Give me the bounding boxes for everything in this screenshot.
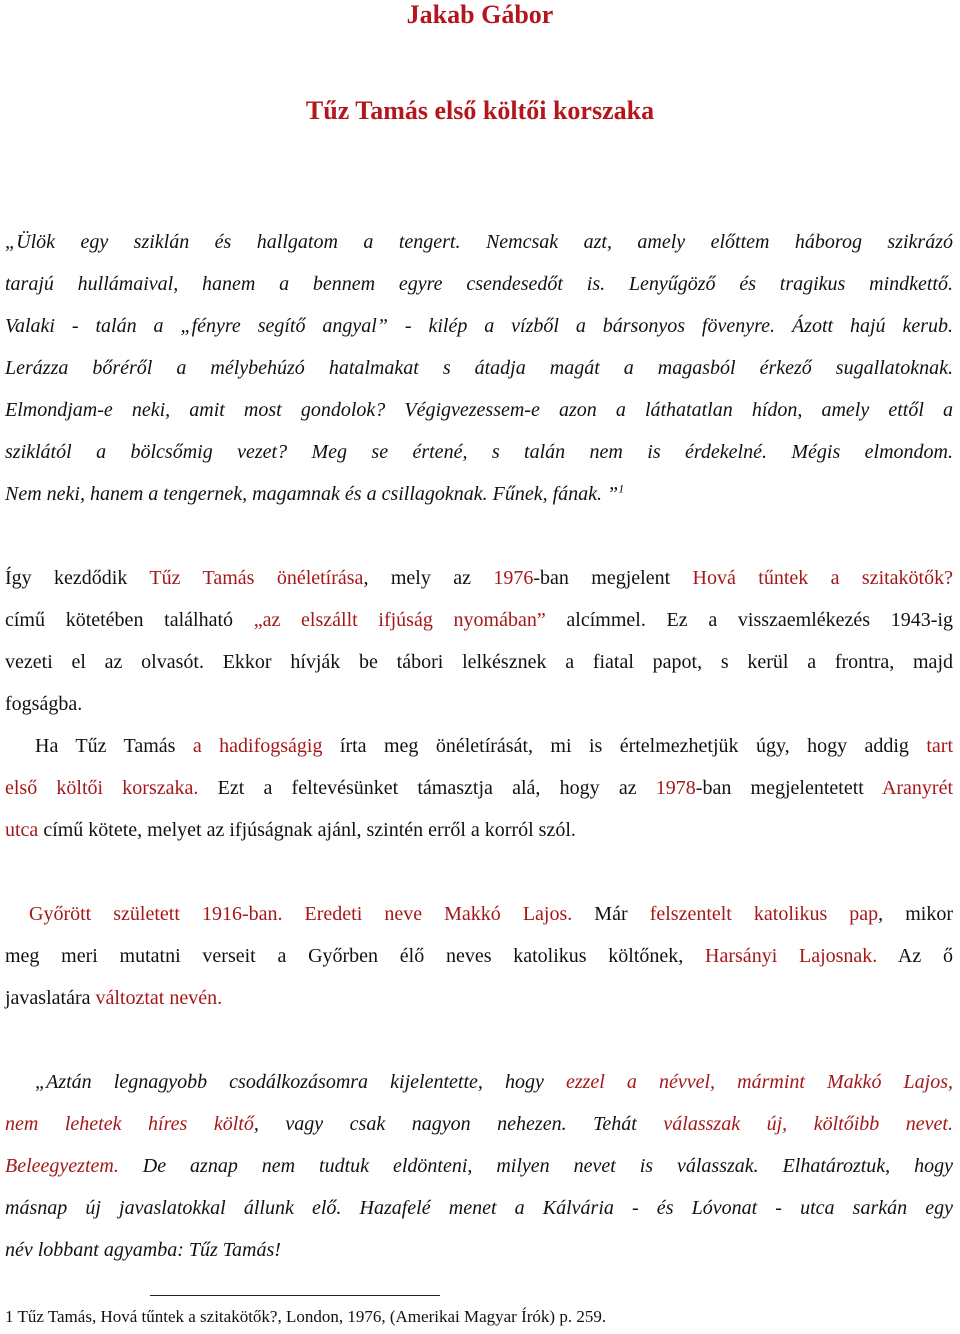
paragraph-line [5,893,953,935]
text-run: -ban megjelentetett [695,777,882,799]
paragraph-line: fogságba. [5,693,83,715]
quote-line: sziklától a bölcsőmig vezet? Meg se értené, s talán nem is érdekelné. Mégis elmondom. [5,441,953,463]
text-run: meg meri mutatni verseit a Győrben élő neves katolikus költőnek, [5,945,706,967]
highlight-run: 1976 [493,567,534,589]
text-run: Ezt a feltevésünket támasztja alá, hogy az [198,777,656,799]
highlight-run: Hová tűntek a szitakötők? [692,567,953,589]
text-run: javaslatára [5,987,96,1009]
highlight-run: Tűz Tamás önéletírása [149,567,364,589]
text-run: -ban megjelent [533,567,693,589]
document-title: Tűz Tamás első költői korszaka [305,96,655,125]
text-run: című kötete, melyet az ifjúságnak ajánl, szintén erről a korról szól. [38,819,576,841]
paragraph-line [5,809,953,851]
highlight-run: „az elszállt ifjúság nyomában” [253,609,546,631]
text-run: De aznap nem tudtuk eldönteni, milyen nevet is válasszak. Elhatároztuk, hogy [118,1155,953,1177]
footnote-divider [150,1295,440,1296]
text-run: Így kezdődik [5,567,150,589]
paragraph-line [5,935,953,977]
highlight-run: Beleegyeztem. [5,1155,119,1177]
highlight-run: változtat nevén. [95,987,223,1009]
paragraph-line: vezeti el az olvasót. Ekkor hívják be tábori lelkésznek a fiatal papot, s kerül a frontra, majd [5,651,953,673]
highlight-run: felszentelt katolikus pap [649,903,879,925]
biography-paragraph [5,893,953,1019]
opening-quote-paragraph [5,221,953,515]
text-run: , mikor [878,903,953,925]
paragraph-line [5,599,953,641]
highlight-run: 1978 [655,777,696,799]
quote-line [5,1145,953,1187]
naming-quote-paragraph [5,1061,953,1271]
quote-line [5,1061,953,1103]
intro-paragraph [5,557,953,725]
highlight-run: utca [5,819,39,841]
quote-line: Lerázza bőréről a mélybehúzó hatalmakat s átadja magát a magasból érkező sugallatoknak. [5,357,953,379]
highlight-run: nem lehetek híres költő [5,1113,254,1135]
text-run: alcímmel. Ez a visszaemlékezés 1943-ig [545,609,953,631]
quote-line: „Ülök egy sziklán és hallgatom a tengert. Nemcsak azt, amely előttem háborog szikrázó [5,231,953,253]
highlight-run: Harsányi Lajosnak. [705,945,878,967]
paragraph-line [5,767,953,809]
highlight-run: a hadifogságig [192,735,323,757]
quote-line: Valaki - talán a „fényre segítő angyal” - kilép a vízből a bársonyos fövenyre. Ázott hajú kerub. [5,315,953,337]
highlight-run: Győrött született 1916-ban. Eredeti neve Makkó Lajos. [29,903,573,925]
text-run: „Aztán legnagyobb csodálkozásomra kijelentette, hogy [35,1071,566,1093]
paragraph-line [5,557,953,599]
highlight-run: válasszak új, költőibb nevet. [663,1113,953,1135]
author-name: Jakab Gábor [406,0,554,29]
text-run: című kötetében található [5,609,254,631]
quote-line: tarajú hullámaival, hanem a bennem egyre csendesedőt is. Lenyűgöző és tragikus mindkettő. [5,273,953,295]
quote-line-text: Nem neki, hanem a tengernek, magamnak és a csillagoknak. Fűnek, fának. ” [5,483,619,505]
footnote-marker[interactable]: 1 [618,481,625,496]
quote-line: név lobbant agyamba: Tűz Tamás! [5,1239,281,1261]
text-run: , vagy csak nagyon nehezen. Tehát [253,1113,664,1135]
paragraph-line [5,977,953,1019]
paragraph-line [5,725,953,767]
highlight-run: első költői korszaka. [5,777,199,799]
text-run: Ha Tűz Tamás [35,735,193,757]
footnote: 1 Tűz Tamás, Hová tűntek a szitakötők?, London, 1976, (Amerikai Magyar Írók) p. 259. [5,1307,607,1326]
captivity-paragraph [5,725,953,851]
text-run: Már [572,903,650,925]
quote-line [5,1103,953,1145]
text-run: , mely az [363,567,494,589]
highlight-run: tart [926,735,954,757]
quote-line: Elmondjam-e neki, amit most gondolok? Végigvezessem-e azon a láthatatlan hídon, amely ettől a [5,399,953,421]
highlight-run: ezzel a névvel, mármint Makkó Lajos, [565,1071,953,1093]
highlight-run: Aranyrét [881,777,954,799]
quote-line [5,473,953,515]
text-run: Az ő [877,945,953,967]
quote-line: másnap új javaslatokkal állunk elő. Hazafelé menet a Kálvária - és Lóvonat - utca sarkán egy [5,1197,953,1219]
text-run: írta meg önéletírását, mi is értelmezhetjük úgy, hogy addig [322,735,927,757]
